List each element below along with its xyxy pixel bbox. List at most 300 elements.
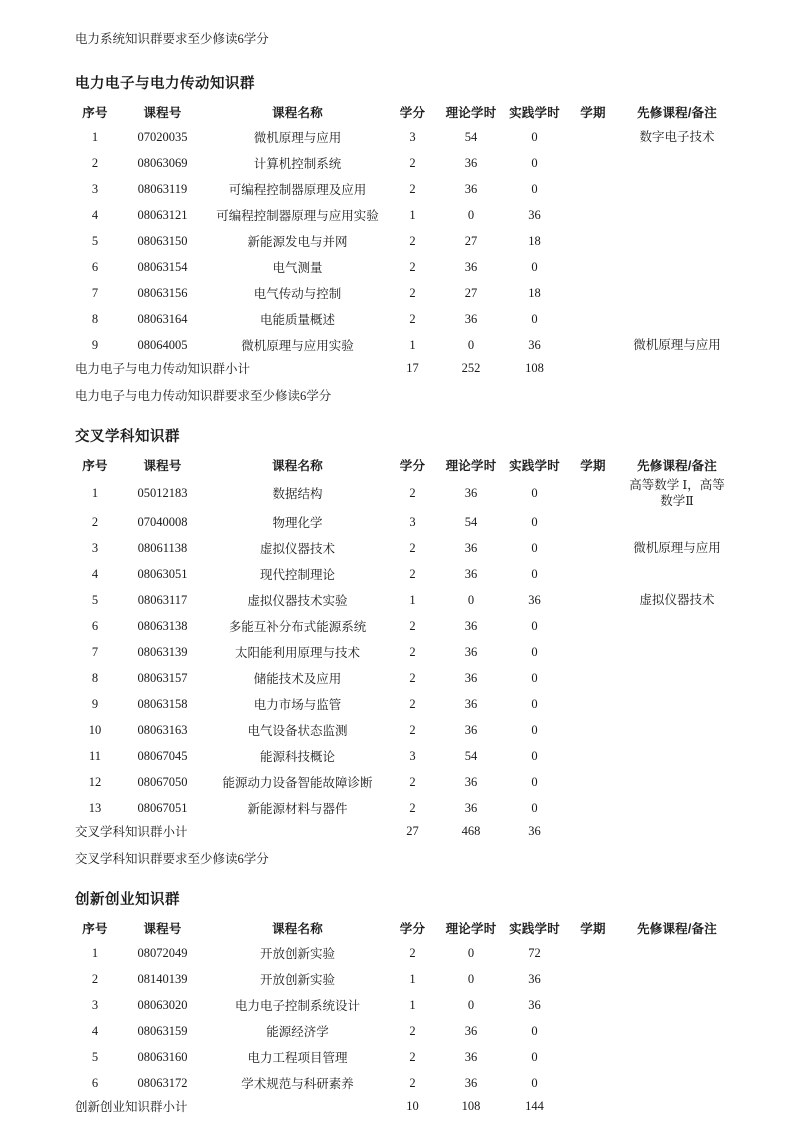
cell-practice-hours: 0: [531, 1049, 538, 1064]
cell-seq: 1: [91, 485, 99, 500]
cell-theory-hours: 36: [464, 181, 478, 196]
col-header-semester: 学期: [580, 106, 606, 120]
cell-credits: 2: [409, 181, 416, 196]
cell-prereq-remark: [619, 743, 735, 769]
cell-theory-hours: 36: [464, 311, 478, 326]
cell-semester: [567, 587, 619, 613]
cell-semester: [567, 509, 619, 535]
table-row: [75, 940, 735, 966]
table-row: [75, 587, 735, 613]
cell-practice-hours: 0: [531, 670, 538, 685]
cell-semester: [567, 743, 619, 769]
cell-seq: 5: [91, 1049, 99, 1064]
section-title: 电力电子与电力传动知识群: [75, 76, 255, 92]
cell-course-no: 08063156: [137, 285, 188, 300]
col-header-prereq-remark: 先修课程/备注: [637, 459, 717, 473]
cell-practice-hours: 36: [528, 337, 541, 352]
cell-seq: 5: [91, 233, 99, 248]
cell-practice-hours: 0: [531, 618, 538, 633]
cell-course-no: 08063157: [137, 670, 188, 685]
cell-seq: 8: [91, 670, 99, 685]
table-row: [75, 202, 735, 228]
table-row: [75, 509, 735, 535]
cell-theory-hours: 0: [467, 997, 475, 1012]
cell-course-name: 多能互补分布式能源系统: [228, 620, 367, 634]
cell-credits: 1: [409, 207, 416, 222]
subtotal-row: [75, 1096, 735, 1116]
cell-practice-hours: 0: [531, 155, 538, 170]
cell-practice-hours: 0: [531, 774, 538, 789]
cell-practice-hours: 0: [531, 800, 538, 815]
cell-theory-hours: 27: [464, 233, 478, 248]
cell-semester: [567, 228, 619, 254]
cell-course-no: 08063051: [137, 566, 188, 581]
cell-seq: 10: [88, 722, 102, 737]
cell-prereq-remark: [619, 691, 735, 717]
cell-seq: 9: [91, 337, 99, 352]
course-table: [75, 100, 735, 378]
table-row: [75, 966, 735, 992]
cell-semester: [567, 769, 619, 795]
cell-credits: 3: [409, 129, 416, 144]
cell-seq: 1: [91, 945, 99, 960]
cell-course-name: 能源科技概论: [259, 750, 335, 764]
table-header-row: [75, 453, 735, 477]
cell-seq: 7: [91, 285, 99, 300]
table-row: [75, 665, 735, 691]
cell-seq: 2: [91, 971, 99, 986]
cell-course-name: 太阳能利用原理与技术: [234, 646, 360, 660]
cell-semester: [567, 613, 619, 639]
cell-course-name: 微机原理与应用: [253, 131, 342, 145]
group-requirement-note: 电力系统知识群要求至少修读6学分: [75, 32, 269, 46]
cell-semester: [567, 1070, 619, 1096]
cell-theory-hours: 36: [464, 540, 478, 555]
cell-prereq-remark: 数字电子技术: [639, 130, 715, 144]
section-requirement-note: 电力电子与电力传动知识群要求至少修读6学分: [75, 389, 332, 403]
cell-practice-hours: 36: [528, 997, 541, 1012]
knowledge-group-section: [75, 74, 735, 405]
cell-course-name: 新能源发电与并网: [247, 235, 348, 249]
cell-credits: 3: [409, 514, 416, 529]
cell-practice-hours: 0: [531, 696, 538, 711]
cell-credits: 1: [409, 337, 416, 352]
cell-theory-hours: 36: [464, 259, 478, 274]
cell-semester: [567, 717, 619, 743]
col-header-theory-hours: 理论学时: [445, 922, 497, 936]
col-header-seq: 序号: [82, 106, 108, 120]
table-row: [75, 254, 735, 280]
cell-prereq-remark: [619, 795, 735, 821]
cell-theory-hours: 0: [467, 337, 475, 352]
table-row: [75, 124, 735, 150]
cell-practice-hours: 0: [531, 748, 538, 763]
cell-credits: 2: [409, 311, 416, 326]
section-title: 创新创业知识群: [75, 892, 180, 908]
cell-course-name: 学术规范与科研素养: [241, 1077, 354, 1091]
cell-credits: 2: [409, 670, 416, 685]
subtotal-practice-hours: 144: [525, 1098, 544, 1113]
cell-semester: [567, 795, 619, 821]
subtotal-row: [75, 821, 735, 841]
col-header-theory-hours: 理论学时: [445, 106, 497, 120]
cell-course-no: 08061138: [137, 540, 188, 555]
cell-course-name: 电气设备状态监测: [247, 724, 348, 738]
table-row: [75, 1070, 735, 1096]
table-header-row: [75, 100, 735, 124]
cell-course-name: 可编程控制器原理与应用实验: [216, 209, 379, 223]
cell-prereq-remark: 微机原理与应用: [633, 338, 721, 352]
cell-theory-hours: 0: [467, 945, 475, 960]
col-header-course-no: 课程号: [143, 459, 182, 473]
cell-course-no: 07040008: [137, 514, 188, 529]
cell-course-name: 储能技术及应用: [253, 672, 342, 686]
cell-credits: 2: [409, 800, 416, 815]
cell-course-name: 能源经济学: [266, 1025, 329, 1039]
cell-seq: 3: [91, 540, 99, 555]
subtotal-semester-empty: [567, 821, 619, 841]
cell-course-no: 08063163: [137, 722, 188, 737]
cell-practice-hours: 36: [528, 207, 541, 222]
col-header-prereq-remark: 先修课程/备注: [637, 106, 717, 120]
col-header-semester: 学期: [580, 922, 606, 936]
cell-course-name: 电气传动与控制: [253, 287, 342, 301]
table-row: [75, 769, 735, 795]
subtotal-prereq-empty: [619, 821, 735, 841]
subtotal-theory-hours: 108: [461, 1098, 481, 1113]
table-row: [75, 150, 735, 176]
cell-course-name: 电力市场与监管: [253, 698, 342, 712]
table-row: [75, 992, 735, 1018]
col-header-course-name: 课程名称: [272, 106, 323, 120]
cell-semester: [567, 966, 619, 992]
col-header-course-name: 课程名称: [272, 459, 323, 473]
cell-semester: [567, 254, 619, 280]
cell-course-no: 08063139: [137, 644, 188, 659]
cell-prereq-remark: [619, 613, 735, 639]
course-table: [75, 453, 735, 841]
cell-course-no: 05012183: [137, 485, 188, 500]
cell-practice-hours: 0: [531, 1075, 538, 1090]
col-header-seq: 序号: [82, 922, 108, 936]
cell-prereq-remark: [619, 769, 735, 795]
col-header-practice-hours: 实践学时: [509, 922, 560, 936]
cell-prereq-remark: [619, 176, 735, 202]
cell-theory-hours: 36: [464, 774, 478, 789]
cell-semester: [567, 176, 619, 202]
cell-prereq-remark: [619, 940, 735, 966]
cell-theory-hours: 0: [467, 207, 475, 222]
cell-practice-hours: 0: [531, 566, 538, 581]
col-header-prereq-remark: 先修课程/备注: [637, 922, 717, 936]
cell-theory-hours: 36: [464, 1075, 478, 1090]
cell-course-no: 08067045: [137, 748, 188, 763]
subtotal-theory-hours: 252: [461, 360, 481, 375]
cell-practice-hours: 18: [528, 233, 541, 248]
subtotal-prereq-empty: [619, 358, 735, 378]
cell-semester: [567, 1018, 619, 1044]
table-row: [75, 1044, 735, 1070]
table-row: [75, 306, 735, 332]
cell-seq: 1: [91, 129, 99, 144]
cell-course-name: 电气测量: [272, 261, 323, 275]
cell-prereq-remark: [619, 992, 735, 1018]
cell-credits: 2: [409, 644, 416, 659]
table-row: [75, 613, 735, 639]
subtotal-prereq-empty: [619, 1096, 735, 1116]
cell-theory-hours: 0: [467, 592, 475, 607]
cell-credits: 2: [409, 566, 416, 581]
col-header-theory-hours: 理论学时: [445, 459, 497, 473]
cell-course-no: 08063159: [137, 1023, 188, 1038]
cell-practice-hours: 72: [528, 945, 541, 960]
cell-prereq-remark: 高等数学 Ⅰ，高等 数学Ⅱ: [629, 478, 725, 508]
cell-practice-hours: 0: [531, 722, 538, 737]
cell-credits: 2: [409, 945, 416, 960]
cell-course-no: 08063069: [137, 155, 188, 170]
col-header-credits: 学分: [399, 459, 426, 473]
cell-course-name: 开放创新实验: [259, 947, 335, 961]
table-row: [75, 717, 735, 743]
table-header-row: [75, 916, 735, 940]
cell-course-name: 新能源材料与器件: [247, 802, 348, 816]
cell-seq: 4: [91, 1023, 99, 1038]
cell-course-no: 08063020: [137, 997, 188, 1012]
cell-theory-hours: 36: [464, 566, 478, 581]
cell-prereq-remark: [619, 509, 735, 535]
cell-seq: 7: [91, 644, 99, 659]
subtotal-row: [75, 358, 735, 378]
cell-theory-hours: 36: [464, 800, 478, 815]
col-header-course-no: 课程号: [143, 106, 182, 120]
cell-credits: 1: [409, 997, 416, 1012]
cell-practice-hours: 0: [531, 514, 538, 529]
cell-credits: 2: [409, 1049, 416, 1064]
table-row: [75, 280, 735, 306]
subtotal-label: 电力电子与电力传动知识群小计: [75, 362, 251, 376]
table-row: [75, 795, 735, 821]
cell-semester: [567, 535, 619, 561]
cell-course-name: 开放创新实验: [259, 973, 335, 987]
cell-course-name: 虚拟仪器技术: [259, 542, 335, 556]
cell-credits: 2: [409, 540, 416, 555]
cell-credits: 2: [409, 155, 416, 170]
col-header-practice-hours: 实践学时: [509, 106, 560, 120]
cell-course-no: 08072049: [137, 945, 188, 960]
cell-credits: 2: [409, 285, 416, 300]
cell-semester: [567, 561, 619, 587]
cell-prereq-remark: [619, 306, 735, 332]
cell-prereq-remark: [619, 639, 735, 665]
cell-theory-hours: 36: [464, 618, 478, 633]
col-header-credits: 学分: [399, 106, 426, 120]
cell-course-no: 08067050: [137, 774, 188, 789]
subtotal-semester-empty: [567, 358, 619, 378]
table-row: [75, 639, 735, 665]
cell-theory-hours: 36: [464, 485, 478, 500]
cell-practice-hours: 0: [531, 540, 538, 555]
table-row: [75, 535, 735, 561]
cell-course-name: 数据结构: [272, 487, 323, 501]
cell-prereq-remark: [619, 150, 735, 176]
cell-prereq-remark: [619, 1044, 735, 1070]
cell-semester: [567, 306, 619, 332]
cell-course-name: 计算机控制系统: [253, 157, 342, 171]
cell-credits: 2: [409, 1023, 416, 1038]
cell-practice-hours: 0: [531, 181, 538, 196]
subtotal-credits: 27: [406, 823, 419, 838]
cell-credits: 2: [409, 485, 416, 500]
cell-course-no: 08063117: [137, 592, 188, 607]
cell-seq: 6: [91, 259, 99, 274]
cell-semester: [567, 665, 619, 691]
cell-course-no: 07020035: [137, 129, 188, 144]
cell-seq: 5: [91, 592, 99, 607]
table-row: [75, 477, 735, 509]
subtotal-semester-empty: [567, 1096, 619, 1116]
course-table: [75, 916, 735, 1116]
cell-theory-hours: 27: [464, 285, 478, 300]
subtotal-label: 交叉学科知识群小计: [75, 825, 188, 839]
knowledge-group-section: [75, 890, 735, 1116]
section-requirement-note: 交叉学科知识群要求至少修读6学分: [75, 852, 269, 866]
cell-credits: 3: [409, 748, 416, 763]
cell-theory-hours: 36: [464, 644, 478, 659]
cell-course-name: 微机原理与应用实验: [241, 339, 354, 353]
table-row: [75, 743, 735, 769]
cell-theory-hours: 54: [464, 129, 478, 144]
cell-practice-hours: 36: [528, 592, 541, 607]
table-row: [75, 691, 735, 717]
cell-course-no: 08140139: [137, 971, 188, 986]
cell-course-no: 08063172: [137, 1075, 188, 1090]
cell-theory-hours: 54: [464, 514, 478, 529]
cell-course-no: 08063154: [137, 259, 188, 274]
cell-course-no: 08063150: [137, 233, 188, 248]
cell-course-name: 现代控制理论: [259, 568, 335, 582]
cell-semester: [567, 691, 619, 717]
subtotal-practice-hours: 36: [528, 823, 541, 838]
cell-credits: 2: [409, 1075, 416, 1090]
cell-course-name: 能源动力设备智能故障诊断: [222, 776, 373, 790]
cell-seq: 13: [88, 800, 102, 815]
cell-credits: 2: [409, 774, 416, 789]
cell-theory-hours: 36: [464, 670, 478, 685]
cell-semester: [567, 940, 619, 966]
cell-theory-hours: 36: [464, 1023, 478, 1038]
cell-course-no: 08063119: [137, 181, 188, 196]
cell-course-no: 08063121: [137, 207, 188, 222]
cell-seq: 2: [91, 514, 99, 529]
cell-prereq-remark: [619, 717, 735, 743]
cell-credits: 1: [409, 971, 416, 986]
sections-container: [75, 74, 735, 1131]
cell-course-name: 电能质量概述: [259, 313, 335, 327]
cell-seq: 4: [91, 566, 99, 581]
cell-credits: 1: [409, 592, 416, 607]
cell-theory-hours: 54: [464, 748, 478, 763]
cell-course-name: 虚拟仪器技术实验: [247, 594, 348, 608]
cell-credits: 2: [409, 722, 416, 737]
cell-practice-hours: 0: [531, 485, 538, 500]
col-header-course-no: 课程号: [143, 922, 182, 936]
cell-semester: [567, 124, 619, 150]
cell-course-name: 电力工程项目管理: [247, 1051, 348, 1065]
cell-course-no: 08064005: [137, 337, 188, 352]
cell-semester: [567, 477, 619, 509]
cell-prereq-remark: [619, 228, 735, 254]
cell-semester: [567, 992, 619, 1018]
table-row: [75, 1018, 735, 1044]
cell-seq: 9: [91, 696, 99, 711]
col-header-seq: 序号: [82, 459, 108, 473]
cell-practice-hours: 18: [528, 285, 541, 300]
cell-prereq-remark: 虚拟仪器技术: [639, 593, 715, 607]
cell-semester: [567, 280, 619, 306]
cell-prereq-remark: [619, 1070, 735, 1096]
cell-practice-hours: 0: [531, 644, 538, 659]
cell-credits: 2: [409, 259, 416, 274]
cell-course-name: 物理化学: [272, 516, 323, 530]
cell-course-no: 08063160: [137, 1049, 188, 1064]
cell-seq: 12: [88, 774, 102, 789]
subtotal-practice-hours: 108: [525, 360, 544, 375]
table-row: [75, 176, 735, 202]
cell-course-no: 08063164: [137, 311, 188, 326]
cell-seq: 8: [91, 311, 99, 326]
cell-theory-hours: 36: [464, 155, 478, 170]
cell-prereq-remark: [619, 561, 735, 587]
cell-semester: [567, 150, 619, 176]
cell-semester: [567, 639, 619, 665]
cell-theory-hours: 0: [467, 971, 475, 986]
table-row: [75, 332, 735, 358]
cell-semester: [567, 332, 619, 358]
cell-course-name: 可编程控制器原理及应用: [228, 183, 367, 197]
col-header-semester: 学期: [580, 459, 606, 473]
cell-prereq-remark: [619, 202, 735, 228]
col-header-credits: 学分: [399, 922, 426, 936]
cell-seq: 6: [91, 618, 99, 633]
cell-practice-hours: 0: [531, 259, 538, 274]
cell-practice-hours: 36: [528, 971, 541, 986]
cell-prereq-remark: 微机原理与应用: [633, 541, 721, 555]
cell-semester: [567, 202, 619, 228]
col-header-course-name: 课程名称: [272, 922, 323, 936]
cell-seq: 4: [91, 207, 99, 222]
cell-seq: 11: [88, 748, 102, 763]
knowledge-group-section: [75, 427, 735, 868]
table-row: [75, 228, 735, 254]
cell-course-no: 08067051: [137, 800, 188, 815]
cell-seq: 3: [91, 997, 99, 1012]
cell-course-no: 08063138: [137, 618, 188, 633]
section-title: 交叉学科知识群: [75, 429, 180, 445]
cell-prereq-remark: [619, 966, 735, 992]
cell-course-no: 08063158: [137, 696, 188, 711]
cell-seq: 3: [91, 181, 99, 196]
cell-practice-hours: 0: [531, 129, 538, 144]
cell-prereq-remark: [619, 254, 735, 280]
subtotal-credits: 17: [406, 360, 419, 375]
subtotal-label: 创新创业知识群小计: [75, 1100, 188, 1114]
cell-prereq-remark: [619, 665, 735, 691]
cell-prereq-remark: [619, 280, 735, 306]
cell-course-name: 电力电子控制系统设计: [234, 999, 360, 1013]
cell-theory-hours: 36: [464, 722, 478, 737]
cell-seq: 2: [91, 155, 99, 170]
subtotal-credits: 10: [406, 1098, 419, 1113]
